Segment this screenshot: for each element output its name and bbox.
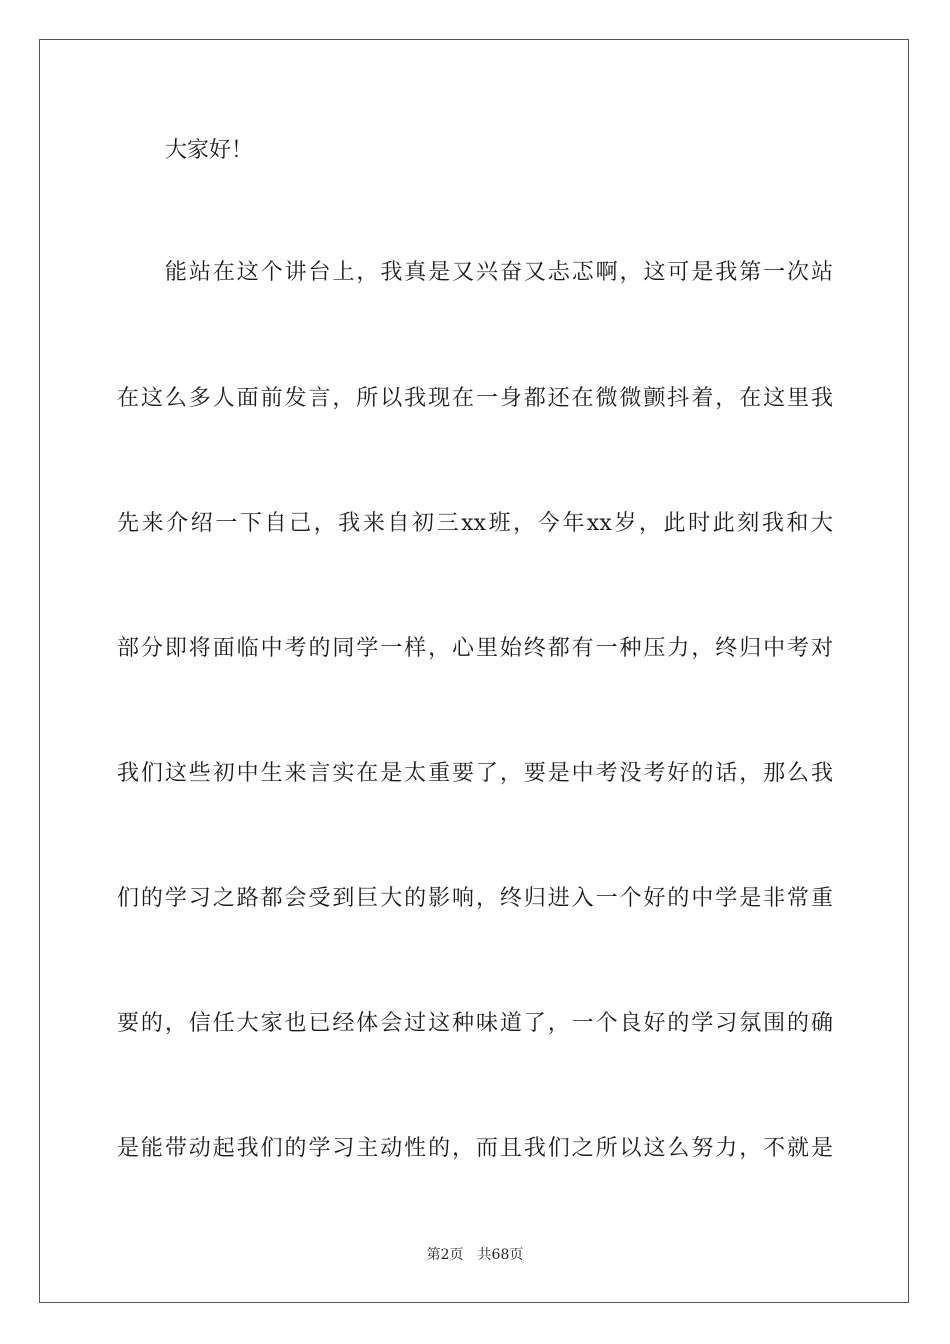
page-border (39, 39, 909, 1303)
paragraph-line-1: 能站在这个讲台上，我真是又兴奋又忐忑啊，这可是我第一次站 (165, 260, 833, 285)
paragraph-line-3: 先来介绍一下自己，我来自初三xx班，今年xx岁，此时此刻我和大 (117, 511, 833, 536)
paragraph-line-7: 要的，信任大家也已经体会过这种味道了，一个良好的学习氛围的确 (117, 1011, 833, 1036)
paragraph-line-6: 们的学习之路都会受到巨大的影响，终归进入一个好的中学是非常重 (117, 886, 833, 911)
paragraph-line-2: 在这么多人面前发言，所以我现在一身都还在微微颤抖着，在这里我 (117, 386, 833, 411)
page-number: 第2页 (426, 1247, 464, 1263)
greeting-line: 大家好！ (165, 138, 254, 163)
paragraph-line-8: 是能带动起我们的学习主动性的，而且我们之所以这么努力，不就是 (117, 1136, 833, 1161)
page-total: 共68页 (477, 1247, 524, 1263)
paragraph-line-5: 我们这些初中生来言实在是太重要了，要是中考没考好的话，那么我 (117, 761, 833, 786)
page-footer (0, 1245, 950, 1265)
paragraph-line-4: 部分即将面临中考的同学一样，心里始终都有一种压力，终归中考对 (117, 636, 833, 661)
